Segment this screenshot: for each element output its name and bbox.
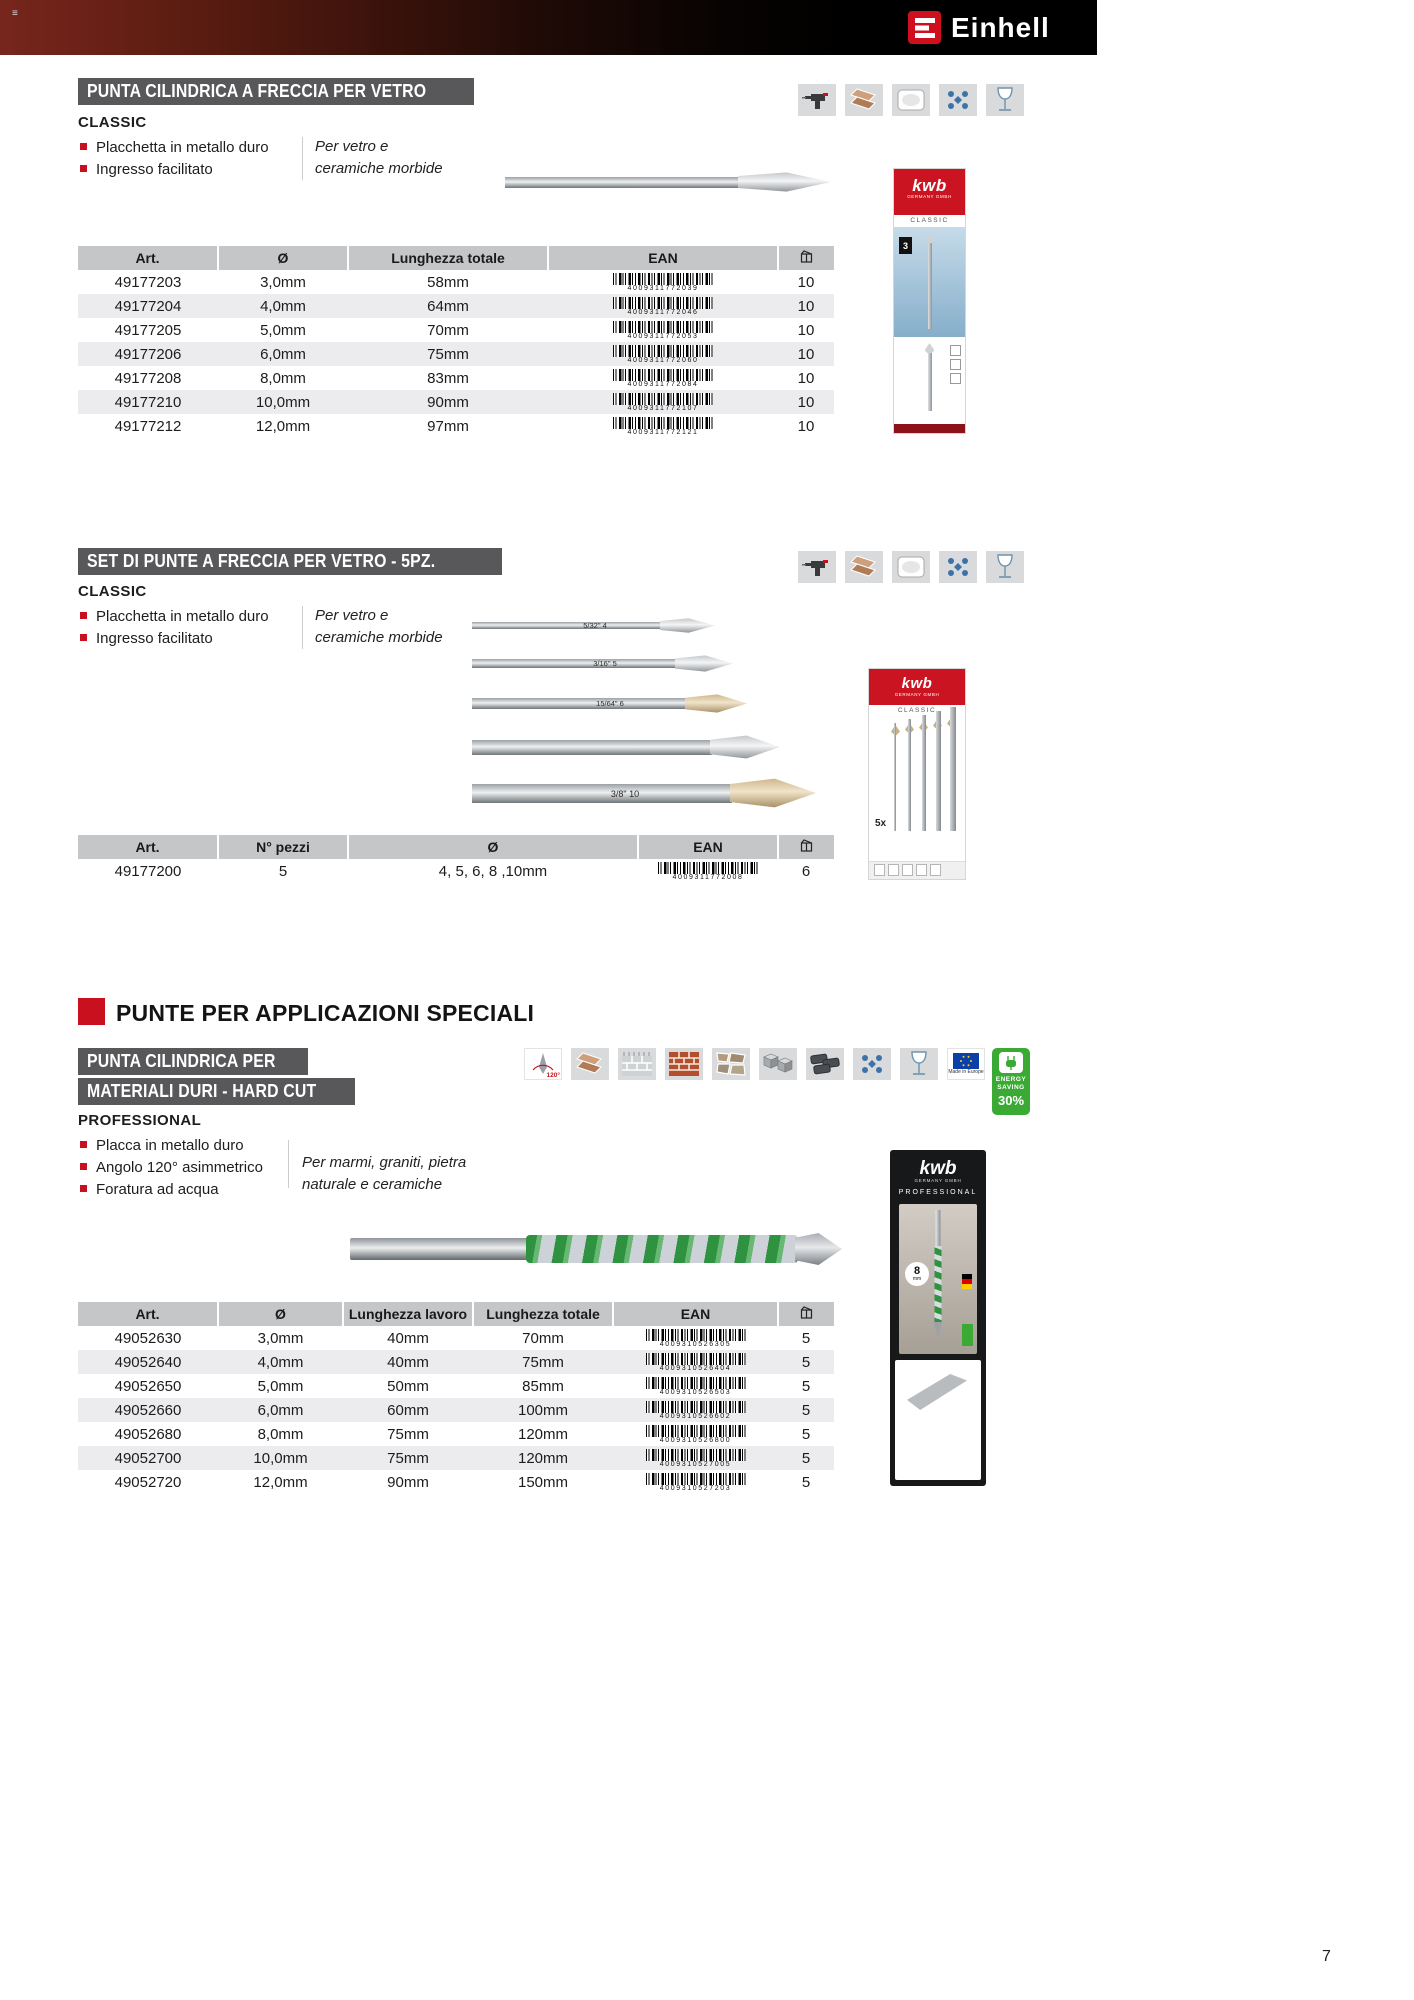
cell-qty: 5: [801, 1425, 811, 1443]
cell-work: 50mm: [387, 1377, 429, 1395]
note-line: Per marmi, graniti, pietra: [302, 1154, 467, 1171]
divider: [288, 1140, 289, 1188]
section3-title-line1: PUNTA CILINDRICA PER: [87, 1051, 276, 1071]
pack-series: CLASSIC: [897, 707, 937, 714]
pack-photo: [899, 1204, 977, 1354]
cell-qty: 5: [801, 1353, 811, 1371]
package-icon: [799, 1306, 814, 1319]
barcode: [613, 273, 713, 285]
cell-ean: [613, 1470, 778, 1494]
page-number: 7: [1322, 1948, 1331, 1965]
col-pack-qty: [778, 246, 834, 270]
pack-header: [869, 669, 965, 705]
note-line: ceramiche morbide: [315, 160, 443, 177]
cell-ean: [548, 294, 778, 318]
col-length-work: Lunghezza lavoro: [343, 1302, 473, 1326]
ean-number: 4009311772121: [627, 428, 699, 436]
hammer-drill-icon: [798, 84, 836, 116]
note-line: naturale e ceramiche: [302, 1176, 443, 1193]
pack-series: CLASSIC: [910, 217, 949, 224]
ean-number: 4009311772046: [627, 308, 699, 316]
cell-qty: 5: [801, 1401, 811, 1419]
brand-wordmark: Einhell: [951, 12, 1050, 43]
feature-text: Ingresso facilitato: [96, 630, 213, 647]
table-row: [78, 1350, 834, 1374]
bit-set-table: [78, 835, 834, 883]
ean-number: 4009310526305: [659, 1340, 732, 1348]
cell-ean: [548, 318, 778, 342]
einhell-logo-icon: [908, 11, 941, 44]
cell-diameter: 4,0mm: [257, 1353, 304, 1371]
pack-card-classic-single: [893, 168, 966, 434]
table-row: [78, 1326, 834, 1350]
feature-text: Angolo 120° asimmetrico: [96, 1159, 263, 1176]
bit-set-image: [470, 612, 832, 812]
table-header-row: [78, 835, 834, 859]
cobblestone-icon: [759, 1048, 797, 1080]
cell-total: 150mm: [517, 1473, 569, 1491]
bit-tip: [710, 735, 780, 759]
cell-ean: [638, 859, 778, 883]
section3-material-icons: [524, 1048, 985, 1080]
package-icon: [799, 839, 814, 852]
cell-length: 64mm: [427, 297, 469, 315]
ean-number: 4009311772008: [672, 873, 744, 881]
energy-saving-badge: [992, 1048, 1030, 1115]
feature-item: [80, 138, 269, 157]
col-length-total: Lunghezza totale: [473, 1302, 613, 1326]
bit-size-label: 5/32" 4: [583, 621, 607, 630]
pack-count-badge: 5x: [875, 818, 887, 829]
bit-tip: [730, 778, 816, 808]
table-row: [78, 859, 834, 883]
barcode: [613, 297, 713, 309]
cell-ean: [548, 270, 778, 294]
hardcut-bit-table: [78, 1302, 834, 1494]
tiles-icon: [845, 84, 883, 116]
feature-item: [80, 1136, 263, 1155]
glass-icon: [900, 1048, 938, 1080]
feature-item: [80, 1180, 263, 1199]
barcode: [613, 417, 713, 429]
pack-header: [894, 169, 965, 215]
cell-art: 49177212: [114, 417, 182, 435]
pack-card-professional: [890, 1150, 986, 1486]
pack-photo: [869, 717, 965, 861]
section3-title-line2: MATERIALI DURI - HARD CUT: [87, 1081, 317, 1101]
cell-qty: 5: [801, 1329, 811, 1347]
pack-bit-shank: [936, 1210, 941, 1246]
porcelain-pattern-icon: [853, 1048, 891, 1080]
flagstone-icon: [712, 1048, 750, 1080]
col-ean: EAN: [548, 246, 778, 270]
pack-card-classic-set: [868, 668, 966, 880]
pack-brand: kwb: [919, 1158, 957, 1179]
bullet-icon: [80, 165, 87, 172]
bit-tip: [685, 694, 747, 713]
tiles-icon: [845, 551, 883, 583]
section1-material-icons: [798, 84, 1024, 116]
feature-item: [80, 607, 269, 626]
cell-qty: 10: [797, 321, 815, 339]
bit-sketch: [907, 1374, 967, 1410]
cell-total: 75mm: [522, 1353, 564, 1371]
note-line: Per vetro e: [315, 138, 389, 155]
bit-size-label: 15/64" 6: [596, 699, 624, 708]
bit-tip: [738, 172, 831, 192]
cell-work: 60mm: [387, 1401, 429, 1419]
cell-length: 70mm: [427, 321, 469, 339]
energy-label: SAVING: [997, 1084, 1025, 1091]
cell-pieces: 5: [278, 862, 288, 880]
glass-bit-table: [78, 246, 834, 438]
ean-number: 4009311772060: [627, 356, 699, 364]
einhell-e-glyph: [914, 17, 936, 39]
ean-number: 4009310526800: [659, 1436, 732, 1444]
pack-size-badge: 3: [899, 237, 912, 254]
green-strip: [962, 1324, 973, 1346]
category-heading: PUNTE PER APPLICAZIONI SPECIALI: [116, 1000, 535, 1026]
category-marker: [78, 998, 105, 1025]
pack-bit: [908, 719, 911, 831]
section3-application-note: [302, 1152, 466, 1196]
bit-shank: [350, 1238, 528, 1260]
soft-ceramic-icon: [892, 84, 930, 116]
cell-ean: [613, 1398, 778, 1422]
feature-item: [80, 160, 269, 179]
glass-icon: [986, 551, 1024, 583]
section2-application-note: [315, 605, 443, 649]
pack-bit: [922, 715, 926, 831]
section1-feature-list: [80, 138, 269, 182]
barcode: [646, 1425, 746, 1437]
pack-lower: [894, 337, 965, 424]
cell-art: 49177210: [114, 393, 182, 411]
divider: [302, 606, 303, 649]
cell-ean: [548, 414, 778, 438]
cell-diameter: 3,0mm: [257, 1329, 304, 1347]
bullet-icon: [80, 1141, 87, 1148]
col-pack-qty: [778, 835, 834, 859]
cell-art: 49177208: [114, 369, 182, 387]
table-row: [78, 1470, 834, 1494]
pack-brand-sub: GERMANY GMBH: [914, 1178, 962, 1183]
cell-length: 75mm: [427, 345, 469, 363]
barcode: [646, 1473, 746, 1485]
cell-art: 49177200: [114, 862, 182, 880]
cell-art: 49177203: [114, 273, 182, 291]
col-art: Art.: [78, 835, 218, 859]
section2-title: SET DI PUNTE A FRECCIA PER VETRO - 5PZ.: [87, 551, 436, 571]
bullet-icon: [80, 612, 87, 619]
cell-ean: [613, 1374, 778, 1398]
cell-art: 49052660: [114, 1401, 182, 1419]
feature-text: Placchetta in metallo duro: [96, 608, 269, 625]
barcode: [646, 1377, 746, 1389]
cell-ean: [613, 1326, 778, 1350]
cell-art: 49052680: [114, 1425, 182, 1443]
cell-total: 120mm: [517, 1449, 569, 1467]
cell-qty: 5: [801, 1377, 811, 1395]
table-row: [78, 318, 834, 342]
bit-tip: [660, 618, 715, 633]
porcelain-pattern-icon: [939, 551, 977, 583]
cell-ean: [548, 366, 778, 390]
cell-qty: 10: [797, 369, 815, 387]
cell-diameter: 12,0mm: [255, 417, 311, 435]
bit-flutes: [526, 1235, 798, 1263]
col-art: Art.: [78, 246, 218, 270]
hammer-drill-icon: [798, 551, 836, 583]
col-length-total: Lunghezza totale: [348, 246, 548, 270]
tiles-icon: [571, 1048, 609, 1080]
bit-size-label: 3/8" 10: [610, 789, 640, 799]
feature-text: Placca in metallo duro: [96, 1137, 244, 1154]
granite-slate-icon: [806, 1048, 844, 1080]
cell-art: 49052700: [114, 1449, 182, 1467]
section1-application-note: [315, 136, 443, 180]
cell-diameter: 12,0mm: [253, 1473, 308, 1491]
bit-shaft: [505, 177, 740, 188]
glass-icon: [986, 84, 1024, 116]
cell-art: 49177204: [114, 297, 182, 315]
pack-footer: [894, 424, 965, 433]
pack-brand: kwb: [901, 675, 933, 692]
cell-ean: [613, 1446, 778, 1470]
cell-length: 90mm: [427, 393, 469, 411]
cell-qty: 6: [801, 862, 811, 880]
feature-text: Placchetta in metallo duro: [96, 139, 269, 156]
cell-diameter: 8,0mm: [260, 369, 306, 387]
cell-length: 83mm: [427, 369, 469, 387]
ean-number: 4009310526503: [659, 1388, 732, 1396]
cell-diameter: 10,0mm: [253, 1449, 308, 1467]
feature-item: [80, 629, 269, 648]
pack-bit-flutes: [935, 1246, 942, 1324]
note-line: ceramiche morbide: [315, 629, 443, 646]
pack-brand: kwb: [912, 176, 947, 195]
pack-pictograms: [950, 345, 961, 384]
pack-size-table: [869, 861, 965, 879]
section2-feature-list: [80, 607, 269, 651]
cell-work: 75mm: [387, 1449, 429, 1467]
table-header-row: [78, 1302, 834, 1326]
cell-qty: 5: [801, 1473, 811, 1491]
feature-text: Foratura ad acqua: [96, 1181, 219, 1198]
cell-diameter: 5,0mm: [260, 321, 306, 339]
col-art: Art.: [78, 1302, 218, 1326]
cell-total: 85mm: [522, 1377, 564, 1395]
feature-text: Ingresso facilitato: [96, 161, 213, 178]
pack-lower: [895, 1360, 981, 1480]
bit-size-label: 3/16" 5: [593, 659, 617, 668]
cell-ean: [548, 342, 778, 366]
cell-work: 75mm: [387, 1425, 429, 1443]
germany-flag-icon: [962, 1274, 972, 1289]
section3-feature-list: [80, 1136, 263, 1202]
brick-icon: [665, 1048, 703, 1080]
hardcut-bit-image: [350, 1230, 842, 1268]
col-pack-qty: [778, 1302, 834, 1326]
col-pieces: N° pezzi: [218, 835, 348, 859]
bullet-icon: [80, 1185, 87, 1192]
cell-ean: [613, 1422, 778, 1446]
bit-tip: [675, 655, 733, 672]
pack-series: PROFESSIONAL: [898, 1189, 978, 1196]
angle-label: 120°: [546, 1072, 560, 1079]
cell-diameter: 5,0mm: [257, 1377, 304, 1395]
cell-qty: 10: [797, 393, 815, 411]
bit-shaft: [472, 740, 712, 755]
cell-art: 49177206: [114, 345, 182, 363]
ean-number: 4009311772039: [627, 284, 699, 292]
barcode: [613, 321, 713, 333]
bullet-icon: [80, 143, 87, 150]
bullet-icon: [80, 634, 87, 641]
cell-ean: [613, 1350, 778, 1374]
pack-brand-sub: GERMANY GMBH: [907, 194, 952, 199]
table-row: [78, 390, 834, 414]
table-header-row: [78, 246, 834, 270]
cell-work: 90mm: [387, 1473, 429, 1491]
cell-work: 40mm: [387, 1353, 429, 1371]
barcode: [613, 345, 713, 357]
cell-total: 120mm: [517, 1425, 569, 1443]
table-row: [78, 1422, 834, 1446]
table-row: [78, 366, 834, 390]
col-diameter: Ø: [218, 1302, 343, 1326]
cell-art: 49052720: [114, 1473, 182, 1491]
ean-number: 4009311772053: [627, 332, 699, 340]
bullet-icon: [80, 1163, 87, 1170]
table-row: [78, 1446, 834, 1470]
cell-ean: [548, 390, 778, 414]
divider: [302, 137, 303, 180]
cell-qty: 10: [797, 345, 815, 363]
cell-art: 49052640: [114, 1353, 182, 1371]
cell-qty: 10: [797, 417, 815, 435]
pack-bit: [928, 353, 932, 411]
section1-title: PUNTA CILINDRICA A FRECCIA PER VETRO: [87, 81, 427, 101]
made-in-europe-icon: [947, 1048, 985, 1080]
ean-number: 4009310527203: [659, 1484, 732, 1492]
section3-series-label: PROFESSIONAL: [78, 1112, 202, 1129]
cell-qty: 10: [797, 273, 815, 291]
pack-size-unit: mm: [912, 1276, 922, 1282]
table-row: [78, 270, 834, 294]
col-ean: EAN: [613, 1302, 778, 1326]
barcode: [646, 1329, 746, 1341]
cell-diameter: 8,0mm: [257, 1425, 304, 1443]
col-diameter: Ø: [348, 835, 638, 859]
package-icon: [799, 250, 814, 263]
energy-label: ENERGY: [995, 1076, 1027, 1083]
feature-item: [80, 1158, 263, 1177]
section2-material-icons: [798, 551, 1024, 583]
pack-size-number: 8: [913, 1265, 921, 1277]
glass-bit-image: [505, 168, 831, 196]
barcode: [658, 862, 758, 874]
drill-angle-120-icon: [524, 1048, 562, 1080]
soft-ceramic-icon: [892, 551, 930, 583]
energy-value: 30%: [997, 1093, 1025, 1108]
table-row: [78, 1398, 834, 1422]
pack-photo: [894, 227, 965, 337]
ean-number: 4009311772084: [627, 380, 699, 388]
section2-title-band: [78, 548, 502, 575]
ean-number: 4009310526404: [659, 1364, 732, 1372]
porcelain-pattern-icon: [939, 84, 977, 116]
pack-bit: [936, 711, 941, 831]
cell-length: 97mm: [427, 417, 469, 435]
cell-diameter: 3,0mm: [260, 273, 306, 291]
cell-diameter: 4, 5, 6, 8 ,10mm: [438, 862, 548, 880]
table-row: [78, 1374, 834, 1398]
section3-title-band-line2: [78, 1078, 355, 1105]
cell-diameter: 4,0mm: [260, 297, 306, 315]
pack-size-badge: [905, 1262, 929, 1286]
table-row: [78, 414, 834, 438]
section2-series-label: CLASSIC: [78, 583, 147, 600]
barcode: [613, 369, 713, 381]
pack-bit-tip: [934, 1322, 943, 1338]
cell-diameter: 6,0mm: [260, 345, 306, 363]
cell-art: 49177205: [114, 321, 182, 339]
table-row: [78, 342, 834, 366]
col-diameter: Ø: [218, 246, 348, 270]
barcode: [646, 1353, 746, 1365]
barcode: [646, 1449, 746, 1461]
pack-brand-sub: GERMANY GMBH: [894, 692, 940, 697]
section1-title-band: [78, 78, 474, 105]
table-row: [78, 294, 834, 318]
barcode: [646, 1401, 746, 1413]
ean-number: 4009310527005: [659, 1460, 732, 1468]
fold-mark: ≡: [12, 8, 18, 19]
ean-number: 4009310526602: [659, 1412, 732, 1420]
section1-series-label: CLASSIC: [78, 114, 147, 131]
ean-number: 4009311772107: [627, 404, 699, 412]
cell-work: 40mm: [387, 1329, 429, 1347]
cell-art: 49052650: [114, 1377, 182, 1395]
plug-icon: [999, 1052, 1023, 1073]
cell-qty: 10: [797, 297, 815, 315]
col-ean: EAN: [638, 835, 778, 859]
tiled-wall-icon: [618, 1048, 656, 1080]
section3-title-band-line1: [78, 1048, 308, 1075]
cell-total: 70mm: [522, 1329, 564, 1347]
cell-length: 58mm: [427, 273, 469, 291]
barcode: [613, 393, 713, 405]
cell-qty: 5: [801, 1449, 811, 1467]
bit-tip: [795, 1233, 842, 1265]
cell-diameter: 6,0mm: [257, 1401, 304, 1419]
cell-diameter: 10,0mm: [255, 393, 311, 411]
cell-total: 100mm: [517, 1401, 569, 1419]
pack-bit: [950, 707, 956, 831]
cell-art: 49052630: [114, 1329, 182, 1347]
pack-bit: [928, 243, 932, 329]
note-line: Per vetro e: [315, 607, 389, 624]
made-in-europe-label: Made in Europe: [948, 1069, 984, 1075]
pack-bit: [894, 723, 896, 831]
